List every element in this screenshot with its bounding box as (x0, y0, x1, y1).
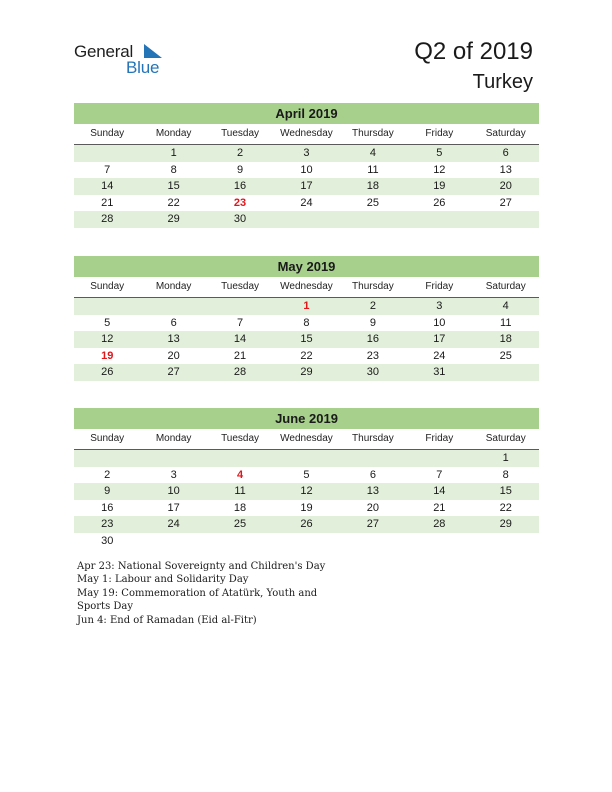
day-cell: 29 (499, 518, 512, 530)
weekday-header-row (74, 124, 539, 145)
day-cell: 8 (303, 316, 310, 329)
month-calendar (74, 103, 539, 228)
weekday-label: Saturday (485, 433, 526, 444)
day-cell: 20 (499, 180, 512, 192)
day-cell: 1 (303, 300, 310, 312)
day-cell: 2 (369, 300, 376, 312)
day-cell (273, 533, 339, 550)
day-cell: 3 (436, 300, 443, 312)
week-row (74, 450, 539, 467)
week-row (74, 315, 539, 332)
weekday-label: Tuesday (221, 128, 260, 139)
day-cell: 14 (233, 333, 247, 345)
month-calendar (74, 408, 539, 549)
week-row (74, 162, 539, 179)
day-cell: 1 (170, 147, 177, 159)
day-cell: 22 (300, 349, 313, 362)
holiday-note: Apr 23: National Sovereignty and Children's Day (77, 561, 326, 572)
day-cell: 6 (502, 147, 509, 159)
day-cell: 20 (167, 349, 180, 362)
day-cell: 13 (366, 485, 380, 497)
day-cell (406, 450, 472, 467)
week-row (74, 211, 539, 228)
day-cell: 15 (499, 485, 512, 497)
day-cell: 21 (101, 196, 114, 209)
day-cell (140, 450, 206, 467)
day-cell: 16 (101, 501, 114, 514)
day-cell: 22 (499, 501, 512, 514)
page-title: Q2 of 2019 (414, 38, 533, 65)
day-cell: 30 (366, 366, 380, 378)
day-cell: 5 (436, 147, 443, 159)
day-cell (273, 211, 339, 228)
day-cell: 7 (104, 163, 111, 176)
week-row (74, 483, 539, 500)
week-row (74, 298, 539, 315)
day-cell: 18 (233, 501, 247, 514)
day-cell: 29 (300, 366, 313, 378)
day-cell: 4 (236, 468, 244, 481)
weekday-label: Monday (155, 281, 192, 292)
weekday-label: Wednesday (280, 433, 333, 444)
day-cell (140, 533, 206, 550)
day-cell (340, 211, 406, 228)
holiday-note: May 1: Labour and Solidarity Day (77, 574, 249, 586)
day-cell: 2 (236, 147, 244, 159)
day-cell: 20 (366, 501, 380, 514)
day-cell: 19 (300, 501, 313, 514)
day-cell: 11 (234, 485, 246, 497)
day-cell: 9 (369, 316, 376, 329)
day-cell: 13 (167, 333, 180, 345)
day-cell: 12 (300, 485, 313, 497)
day-cell: 25 (366, 196, 380, 209)
day-cell (340, 533, 406, 550)
day-cell: 12 (101, 333, 114, 345)
day-cell: 16 (233, 180, 247, 192)
day-cell: 19 (101, 349, 114, 362)
week-row (74, 516, 539, 533)
day-cell: 10 (433, 316, 446, 329)
weekday-label: Wednesday (280, 128, 333, 139)
day-cell (207, 533, 273, 550)
day-cell (473, 211, 539, 228)
day-cell: 31 (433, 366, 446, 378)
weekday-label: Sunday (90, 281, 125, 292)
weekday-label: Thursday (352, 128, 394, 139)
day-cell: 18 (499, 333, 512, 345)
day-cell: 7 (236, 316, 244, 329)
week-row (74, 533, 539, 550)
day-cell (406, 533, 472, 550)
week-row (74, 348, 539, 365)
weekday-label: Monday (155, 433, 192, 444)
weekday-label: Sunday (90, 128, 125, 139)
day-cell: 13 (499, 163, 512, 176)
day-cell: 28 (233, 366, 247, 378)
day-cell: 11 (500, 316, 512, 329)
weekday-label: Tuesday (221, 281, 260, 292)
day-cell (74, 450, 140, 467)
holiday-note: May 19: Commemoration of Atatürk, Youth and Sports Day (77, 587, 318, 613)
day-cell: 24 (167, 518, 180, 530)
generalblue-logo (74, 42, 184, 82)
weekday-label: Saturday (485, 128, 526, 139)
day-cell: 11 (367, 163, 379, 176)
day-cell: 24 (300, 196, 313, 209)
logo-text-blue: Blue (126, 58, 160, 77)
week-row (74, 467, 539, 484)
day-cell: 16 (366, 333, 380, 345)
day-cell (207, 298, 273, 315)
day-cell: 3 (303, 147, 310, 159)
day-cell: 17 (167, 501, 180, 514)
day-cell: 9 (104, 485, 111, 497)
day-cell: 15 (300, 333, 313, 345)
weekday-label: Friday (425, 281, 454, 292)
weekday-label: Monday (155, 128, 192, 139)
day-cell: 10 (300, 163, 313, 176)
day-cell: 25 (499, 349, 512, 362)
day-cell (273, 450, 339, 467)
month-title: June 2019 (74, 408, 539, 429)
weekday-label: Thursday (352, 281, 394, 292)
day-cell: 17 (300, 180, 313, 192)
day-cell: 6 (170, 316, 177, 329)
day-cell: 22 (167, 196, 180, 209)
weekday-label: Sunday (90, 433, 125, 444)
week-row (74, 178, 539, 195)
day-cell: 19 (433, 180, 446, 192)
day-cell: 9 (236, 163, 244, 176)
day-cell: 26 (300, 518, 313, 530)
country-name: Turkey (472, 71, 533, 93)
weekday-label: Wednesday (280, 281, 333, 292)
day-cell: 6 (369, 468, 376, 481)
day-cell: 17 (433, 333, 446, 345)
day-cell: 28 (101, 213, 114, 225)
weekday-label: Friday (425, 128, 454, 139)
day-cell: 27 (366, 518, 380, 530)
day-cell: 26 (101, 366, 114, 378)
day-cell (140, 298, 206, 315)
week-row (74, 364, 539, 381)
day-cell: 23 (366, 349, 380, 362)
week-row (74, 195, 539, 212)
day-cell: 8 (170, 163, 177, 176)
day-cell: 4 (502, 300, 509, 312)
week-row (74, 331, 539, 348)
logo-triangle-icon (142, 43, 164, 59)
week-row (74, 145, 539, 162)
day-cell (406, 211, 472, 228)
day-cell (207, 450, 273, 467)
month-title: May 2019 (74, 256, 539, 277)
weekday-label: Thursday (352, 433, 394, 444)
day-cell: 12 (433, 163, 446, 176)
day-cell: 4 (369, 147, 376, 159)
day-cell: 26 (433, 196, 446, 209)
day-cell: 21 (433, 501, 446, 514)
day-cell: 5 (104, 316, 111, 329)
day-cell: 29 (167, 213, 180, 225)
weekday-header-row (74, 429, 539, 450)
day-cell: 30 (101, 534, 114, 547)
holiday-note: Jun 4: End of Ramadan (Eid al-Fitr) (77, 614, 257, 626)
weekday-label: Tuesday (221, 433, 260, 444)
weekday-label: Friday (425, 433, 454, 444)
day-cell: 25 (233, 518, 247, 530)
day-cell (74, 298, 140, 315)
day-cell: 2 (104, 468, 111, 481)
day-cell (74, 145, 140, 162)
holiday-notes (77, 560, 347, 627)
day-cell: 14 (433, 485, 446, 497)
day-cell: 21 (233, 349, 247, 362)
day-cell: 3 (170, 468, 177, 481)
day-cell: 15 (167, 180, 180, 192)
day-cell: 10 (167, 485, 180, 497)
month-title: April 2019 (74, 103, 539, 124)
day-cell: 24 (433, 349, 446, 362)
week-row (74, 500, 539, 517)
day-cell: 27 (167, 366, 180, 378)
day-cell: 23 (233, 196, 247, 209)
weekday-label: Saturday (485, 281, 526, 292)
day-cell: 18 (366, 180, 380, 192)
day-cell: 8 (502, 468, 509, 481)
day-cell: 30 (233, 213, 247, 225)
day-cell: 23 (101, 518, 114, 530)
day-cell: 27 (499, 196, 512, 209)
day-cell (473, 364, 539, 381)
day-cell: 14 (101, 180, 114, 192)
day-cell: 5 (303, 468, 310, 481)
day-cell: 1 (502, 452, 509, 464)
weekday-header-row (74, 277, 539, 298)
day-cell: 7 (436, 468, 443, 481)
month-calendar (74, 256, 539, 381)
day-cell: 28 (433, 518, 446, 530)
logo-text-general: General (74, 42, 134, 61)
day-cell (473, 533, 539, 550)
day-cell (340, 450, 406, 467)
